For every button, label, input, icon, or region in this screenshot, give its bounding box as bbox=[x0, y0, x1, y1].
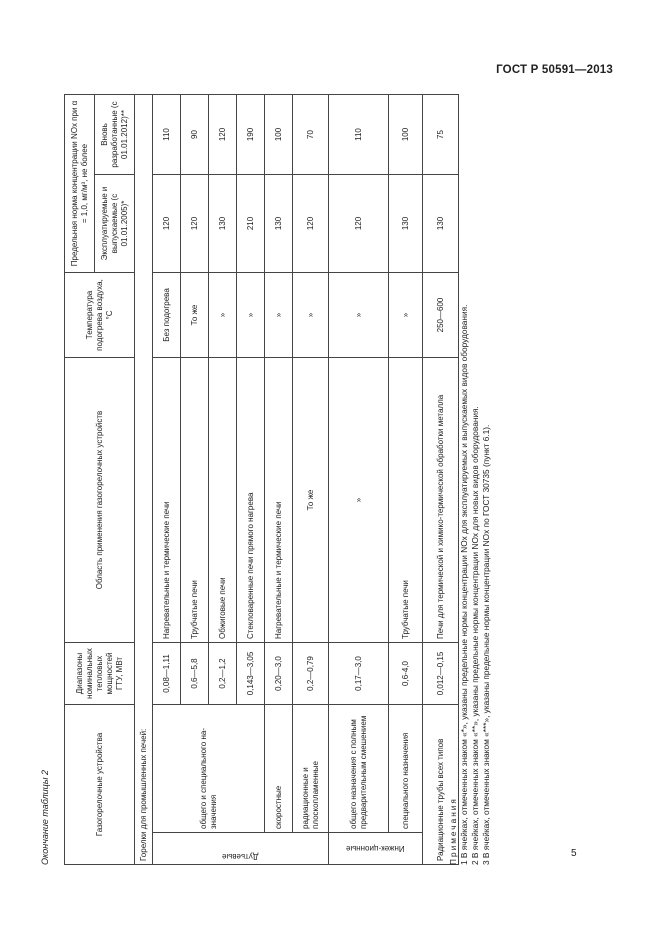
header-device: Газогорелочные устройства bbox=[65, 704, 135, 864]
table-row-4-sub: скоростные bbox=[265, 704, 293, 832]
table-row-4-new: 100 bbox=[265, 94, 293, 174]
document-header: ГОСТ Р 50591—2013 bbox=[496, 64, 613, 76]
notes-title: Примечания bbox=[448, 797, 458, 865]
table-row-4-area: Нагревательные и термические печи bbox=[265, 357, 293, 642]
table-row-3-area: Стекловаренные печи прямого нагрева bbox=[237, 357, 265, 642]
table-row-5-new: 70 bbox=[293, 94, 329, 174]
page-number: 5 bbox=[571, 848, 577, 859]
table-row-4-power: 0,20—3,0 bbox=[265, 642, 293, 704]
table-row-3-new: 190 bbox=[237, 94, 265, 174]
section-title: Горелки для промышленных печей: bbox=[135, 94, 153, 864]
table-row-8-area: Печи для термической и химико-термической обработки металла bbox=[423, 357, 459, 642]
table-row-8-new: 75 bbox=[423, 94, 459, 174]
emission-norms-table bbox=[64, 94, 459, 865]
table-row-2-power: 0,2—1,2 bbox=[209, 642, 237, 704]
table-row-5-temp: » bbox=[293, 272, 329, 357]
table-row-7-sub: специального назначения bbox=[389, 704, 423, 832]
table-row-6-power: 0,17—3,0 bbox=[329, 642, 389, 704]
table-row-0-exist: 120 bbox=[153, 174, 181, 272]
group-blow-label: Дутьевые bbox=[222, 852, 259, 861]
table-row-1-temp: То же bbox=[181, 272, 209, 357]
table-row-0-temp: Без подогрева bbox=[153, 272, 181, 357]
table-row-2-area: Обжиговые печи bbox=[209, 357, 237, 642]
table-row-3-power: 0,143—3,05 bbox=[237, 642, 265, 704]
group-inject-label: Инжек-ционные bbox=[346, 844, 405, 854]
table-row-0-power: 0,08—1,11 bbox=[153, 642, 181, 704]
header-norm-new: Вновь разработанные (с 01.01.2012)** bbox=[95, 94, 135, 174]
table-row-2-new: 120 bbox=[209, 94, 237, 174]
table-row-5-area: То же bbox=[293, 357, 329, 642]
table-row-0-sub: общего и специального на-значения bbox=[153, 704, 265, 832]
table-row-1-new: 90 bbox=[181, 94, 209, 174]
table-row-8-sub: Радиационные трубы всех типов bbox=[423, 704, 459, 864]
notes-block bbox=[448, 305, 492, 865]
header-temp: Температура подогрева воздуха, °С bbox=[65, 272, 135, 357]
group-blow-cell bbox=[153, 833, 329, 865]
group-inject-cell bbox=[329, 833, 423, 865]
rotated-table-block bbox=[40, 95, 610, 865]
table-row-4-temp: » bbox=[265, 272, 293, 357]
header-power: Диапазоны номинальных тепловых мощностей ГТУ, МВт bbox=[65, 642, 135, 704]
table-row-6-sub: общего назначения с полным предварительным смешением bbox=[329, 704, 389, 832]
table-row-6-exist: 120 bbox=[329, 174, 389, 272]
table-row-5-exist: 120 bbox=[293, 174, 329, 272]
note-2: 2 В ячейках, отмеченных знаком «**», указаны предельные нормы концентрации NOx для новых видов оборудования. bbox=[470, 406, 480, 865]
table-row-5-power: 0,2—0,79 bbox=[293, 642, 329, 704]
header-area: Область применения газогорелочных устройств bbox=[65, 357, 135, 642]
table-row-7-temp: » bbox=[389, 272, 423, 357]
table-row-1-area: Трубчатые печи bbox=[181, 357, 209, 642]
table-row-3-temp: » bbox=[237, 272, 265, 357]
table-row-6-area: » bbox=[329, 357, 389, 642]
table-caption: Окончание таблицы 2 bbox=[40, 770, 50, 865]
table-row-6-temp: » bbox=[329, 272, 389, 357]
table-row-0-new: 110 bbox=[153, 94, 181, 174]
table-row-7-area: Трубчатые печи bbox=[389, 357, 423, 642]
table-row-8-power: 0,012—0,15 bbox=[423, 642, 459, 704]
table-row-8-temp: 250—600 bbox=[423, 272, 459, 357]
table-row-1-exist: 120 bbox=[181, 174, 209, 272]
table-row-2-temp: » bbox=[209, 272, 237, 357]
header-norm-group: Предельная норма концентрации NOx при α = 1,0, мг/м³, не более bbox=[65, 94, 95, 272]
table-row-7-new: 100 bbox=[389, 94, 423, 174]
table-row-4-exist: 130 bbox=[265, 174, 293, 272]
table-row-7-exist: 130 bbox=[389, 174, 423, 272]
table-row-6-new: 110 bbox=[329, 94, 389, 174]
note-3: 3 В ячейках, отмеченных знаком «***», указаны предельные нормы концентрации NOx по ГОСТ 30735 (пункт 6.1). bbox=[481, 424, 491, 865]
note-1: 1 В ячейках, отмеченных знаком «*», указаны предельные нормы концентрации NOx для эксплуатируемых и выпускаемых видов оборудования. bbox=[459, 304, 469, 865]
table-row-0-area: Нагревательные и термические печи bbox=[153, 357, 181, 642]
table-row-2-exist: 130 bbox=[209, 174, 237, 272]
table-row-8-exist: 130 bbox=[423, 174, 459, 272]
table-row-3-exist: 210 bbox=[237, 174, 265, 272]
table-row-1-power: 0,6—5,8 bbox=[181, 642, 209, 704]
table-row-7-power: 0,6-4,0 bbox=[389, 642, 423, 704]
table-row-5-sub: радиационные и плоскопламенные bbox=[293, 704, 329, 832]
header-norm-existing: Эксплуатируемые и выпускаемые (с 01.01.2005)* bbox=[95, 174, 135, 272]
